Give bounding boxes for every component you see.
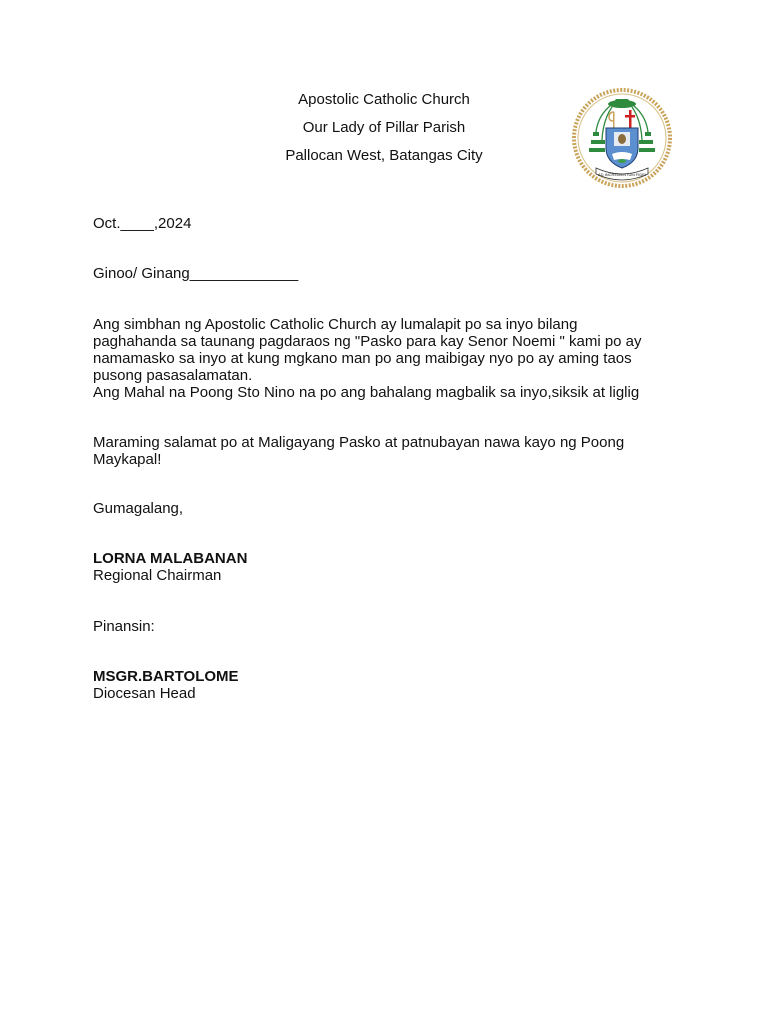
salutation: Ginoo/ Ginang_____________ — [93, 265, 299, 282]
signer-name: MSGR.BARTOLOME — [93, 668, 239, 685]
paragraph-line: Ang simbhan ng Apostolic Catholic Church ay lumalapit po sa inyo bilang — [93, 316, 578, 333]
paragraph-line: pusong pasasalamatan. — [93, 367, 253, 384]
parish-name: Our Lady of Pillar Parish — [302, 119, 466, 136]
signature-block-2 — [93, 668, 693, 702]
coat-of-arms-seal-icon — [570, 88, 674, 188]
body-paragraph-2 — [93, 434, 683, 468]
noted-label: Pinansin: — [93, 618, 155, 635]
parish-address: Pallocan West, Batangas City — [285, 147, 483, 164]
signer-name: LORNA MALABANAN — [93, 550, 248, 567]
body-paragraph-1 — [93, 316, 683, 401]
seal-motto: AD INCREMENTUM FIDEI — [598, 172, 646, 177]
church-name: Apostolic Catholic Church — [298, 91, 470, 108]
closing: Gumagalang, — [93, 500, 184, 517]
signer-title: Diocesan Head — [93, 685, 196, 702]
paragraph-line: paghahanda sa taunang pagdaraos ng "Pasko para kay Senor Noemi " kami po ay — [93, 333, 642, 350]
signature-block-1 — [93, 550, 693, 584]
letter-date: Oct.____,2024 — [93, 215, 192, 232]
signer-title: Regional Chairman — [93, 567, 222, 584]
paragraph-line: Maykapal! — [93, 451, 162, 468]
paragraph-line: namamasko sa inyo at kung mgkano man po ang maibigay nyo po ay aming taos — [93, 350, 632, 367]
paragraph-line: Maraming salamat po at Maligayang Pasko at patnubayan nawa kayo ng Poong — [93, 434, 625, 451]
paragraph-line: Ang Mahal na Poong Sto Nino na po ang bahalang magbalik sa inyo,siksik at liglig — [93, 384, 640, 401]
